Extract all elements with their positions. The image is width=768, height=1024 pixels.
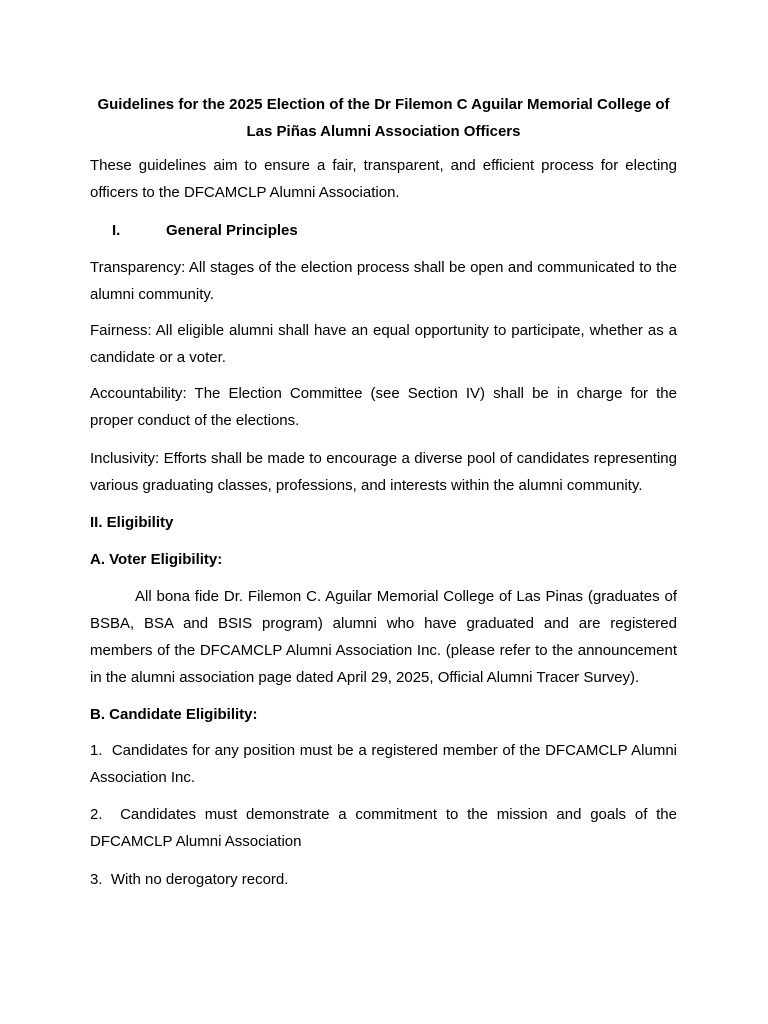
intro-paragraph: These guidelines aim to ensure a fair, transparent, and efficient process for electing officers to the DFCAMCLP Alumni Association. (90, 157, 677, 201)
fairness-paragraph: Fairness: All eligible alumni shall have an equal opportunity to participate, whether as a candidate or a voter. (90, 322, 677, 366)
accountability-paragraph: Accountability: The Election Committee (see Section IV) shall be in charge for the proper conduct of the elections. (90, 385, 677, 429)
candidate-item-3: 3. With no derogatory record. (90, 871, 289, 888)
candidate-item-1: 1. Candidates for any position must be a registered member of the DFCAMCLP Alumni Association Inc. (90, 742, 681, 786)
voter-eligibility-paragraph: All bona fide Dr. Filemon C. Aguilar Memorial College of Las Pinas (graduates of BSBA, BSA and BSIS program) alumni who have graduated and are registered members of the DFCAMCLP Alumni Association Inc. (please refer to the announcement in the alumni association page dated April 29, 2025, Official Alumni Tracer Survey). (90, 588, 677, 686)
section-1-number: I. (112, 222, 121, 239)
transparency-paragraph: Transparency: All stages of the election process shall be open and communicated to the alumni community. (90, 259, 677, 303)
candidate-item-2: 2. Candidates must demonstrate a commitment to the mission and goals of the DFCAMCLP Alumni Association (90, 806, 682, 850)
section-1-title: General Principles (166, 222, 298, 239)
section-2-heading: II. Eligibility (90, 514, 174, 531)
document-title: Guidelines for the 2025 Election of the Dr Filemon C Aguilar Memorial College of Las Piñas Alumni Association Officers (97, 96, 670, 140)
candidate-eligibility-heading: B. Candidate Eligibility: (90, 706, 258, 723)
voter-eligibility-heading: A. Voter Eligibility: (90, 551, 223, 568)
section-1-heading (112, 217, 298, 244)
inclusivity-paragraph: Inclusivity: Efforts shall be made to encourage a diverse pool of candidates representing various graduating classes, professions, and interests within the alumni community. (90, 450, 677, 494)
